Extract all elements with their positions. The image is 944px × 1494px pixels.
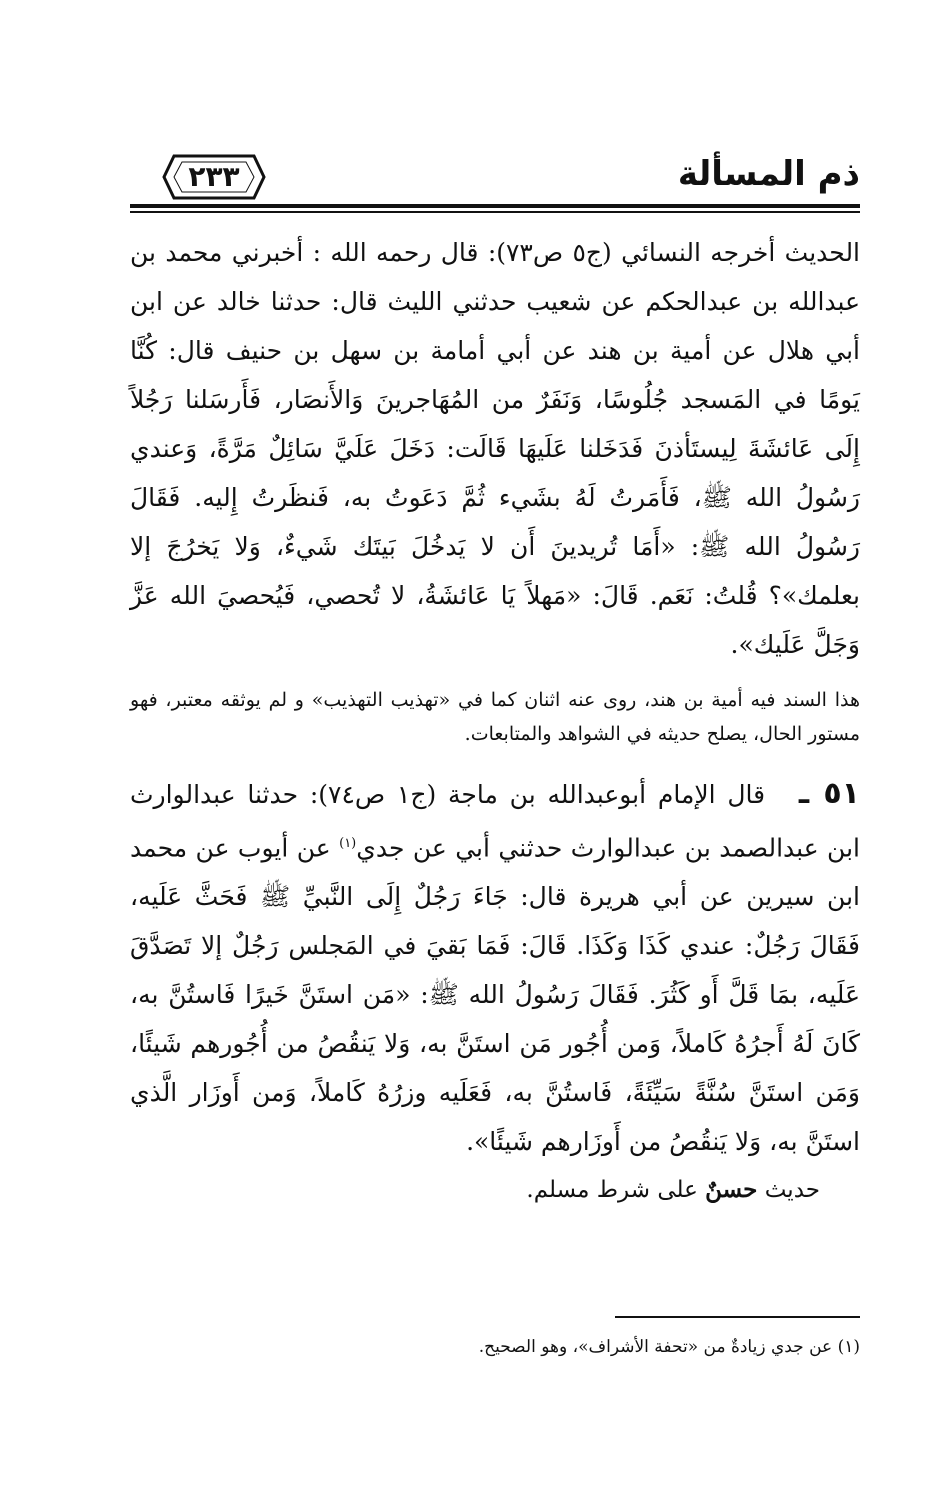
footnote-reference: (١) <box>339 836 357 851</box>
hadith-number: ٥١ ـ <box>798 776 860 811</box>
hadith-grade <box>130 1168 820 1212</box>
grade-suffix: على شرط مسلم. <box>526 1177 698 1204</box>
hadith-51-paragraph <box>130 769 860 1166</box>
hadith-51-chain: قال الإمام أبوعبدالله بن ماجة (ج١ ص٧٤): حدثنا عبدالوارث ابن عبدالصمد بن عبدالوارث حدثني أبي عن جدي <box>130 780 860 863</box>
isnad-note: هذا السند فيه أمية بن هند، روى عنه اثنان كما في «تهذيب التهذيب» و لم يوثقه معتبر، فهو مستور الحال، يصلح حديثه في الشواهد والمتابعات. <box>130 689 860 745</box>
running-title: ذم المسألة <box>677 154 860 194</box>
header-rule-thin <box>130 211 860 213</box>
page-number-badge <box>160 152 268 202</box>
header-rule <box>130 204 860 208</box>
grade-prefix: حديث <box>764 1177 820 1204</box>
main-text <box>130 228 860 1212</box>
hadith-51-body: عن أيوب عن محمد ابن سيرين عن أبي هريرة قال: جَاءَ رَجُلٌ إِلَى النَّبيِّ ﷺ فَحَثَّ عَلَيه، فَقَالَ رَجُلٌ: عندي كَذَا وَكَذَا. قَالَ: فَمَا بَقيَ في المَجلس رَجُلٌ إلا تَصَدَّقَ عَلَيه، بمَا قَلَّ أَو كَثُرَ. فَقَالَ رَسُولُ الله ﷺ: «مَن استَنَّ خَيرًا فَاستُنَّ به، كَانَ لَهُ أَجرُهُ كَاملاً، وَمن أُجُور مَن استَنَّ به، وَلا يَنقُصُ من أُجُورهم شَيئًا، وَمَن استَنَّ سُنَّةً سَيِّئَةً، فَاستُنَّ به، فَعَلَيه وزرُهُ كَاملاً، وَمن أَوزَار الَّذي استَنَّ به، وَلا يَنقُصُ من أَوزَارهم شَيئًا». <box>130 833 860 1157</box>
grade-word: حسنٌ <box>705 1176 758 1204</box>
footnote-divider <box>615 1316 860 1318</box>
page-header <box>130 140 860 214</box>
page-number: ٢٣٣ <box>188 160 240 193</box>
footnote: (١) عن جدي زيادةٌ من «تحفة الأشراف»، وهو الصحيح. <box>478 1337 860 1357</box>
hadith-50-paragraph: الحديث أخرجه النسائي (ج٥ ص٧٣): قال رحمه الله : أخبرني محمد بن عبدالله بن عبدالحكم عن شعيب حدثني الليث قال: حدثنا خالد عن ابن أبي هلال عن أمية بن هند عن أبي أمامة بن سهل بن حنيف قال: كُنَّا يَومًا في المَسجد جُلُوسًا، وَنَفَرٌ من المُهَاجرينَ وَالأَنصَار، فَأَرسَلنا رَجُلاً إِلَى عَائشَةَ لِيستَأذنَ فَدَخَلنا عَلَيهَا قَالَت: دَخَلَ عَلَيَّ سَائِلٌ مَرَّةً، وَعندي رَسُولُ الله ﷺ، فَأَمَرتُ لَهُ بشَيء ثُمَّ دَعَوتُ به، فَنظَرتُ إِليه. فَقَالَ رَسُولُ الله ﷺ: «أَمَا تُريدينَ أَن لا يَدخُلَ بَيتَك شَيءٌ، وَلا يَخرُجَ إلا بعلمك»؟ قُلتُ: نَعَم. قَالَ: «مَهلاً يَا عَائشَةُ، لا تُحصي، فَيُحصيَ الله عَزَّ وَجَلَّ عَلَيك». <box>130 238 861 659</box>
